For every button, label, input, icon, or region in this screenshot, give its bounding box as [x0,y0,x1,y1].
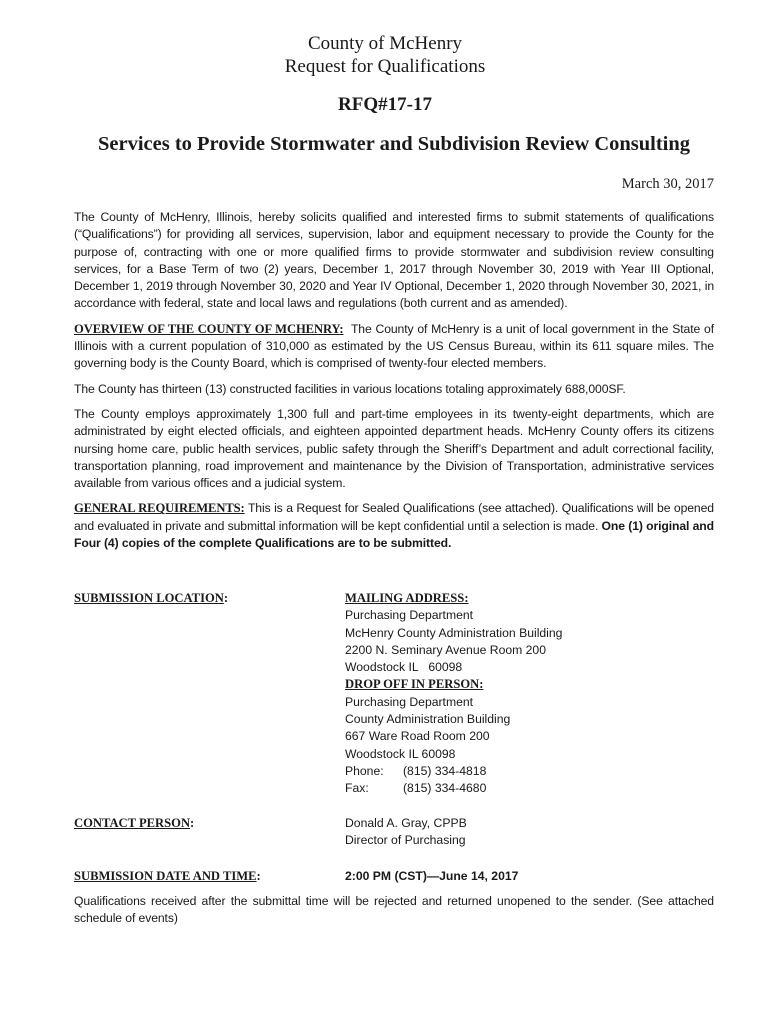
dropoff-line: County Administration Building [345,712,511,727]
mailing-line: McHenry County Administration Building [345,625,563,640]
body-section [74,209,714,560]
mailing-line: 2200 N. Seminary Avenue Room 200 [345,642,546,657]
general-requirements-text: This is a Request for Sealed Qualifications (see attached). Qualifications will be opened and evaluated in private and submittal information will be kept confidential until a selection is made. [74,501,714,533]
intro-paragraph: The County of McHenry, Illinois, hereby solicits qualified and interested firms to submit statements of qualifications (“Qualifications”) for providing all services, supervision, labor and equipment necessary to provide the County for the purpose of, contracting with one or more qualified firms to provide stormwater and subdivision review consulting services, for a Base Term of two (2) years, December 1, 2017 through November 30, 2019 with Year III Optional, December 1, 2019 through November 30, 2020 and Year IV Optional, December 1, 2020 through November 30, 2021, in accordance with federal, state and local laws and regulations (both current and as amended). [74,210,714,311]
dropoff-heading: DROP OFF IN PERSON: [345,677,484,692]
submission-location-label-row: SUBMISSION LOCATION: [74,591,229,605]
submission-address-block [345,590,562,798]
document-title: Services to Provide Stormwater and Subdivision Review Consulting [97,133,691,155]
submission-location-label: SUBMISSION LOCATION [74,591,224,605]
contact-label-row: CONTACT PERSON: [74,816,195,830]
general-requirements-paragraph: GENERAL REQUIREMENTS: This is a Request for Sealed Qualifications (see attached). Qualifications will be opened and evaluated in private and submittal information will be kept confidential until a selection is made. One (1) original and Four (4) copies of the complete Qualifications are to be submitted. [74,501,714,551]
contact-name: Donald A. Gray, CPPB [345,816,467,830]
general-requirements-bold: One (1) original and Four (4) copies of the complete Qualifications are to be submitted. [74,518,714,551]
county-name: County of McHenry [307,33,463,54]
closing-paragraph: Qualifications received after the submittal time will be rejected and returned unopened to the sender. (See attached schedule of events) [74,894,714,926]
overview-heading: OVERVIEW OF THE COUNTY OF MCHENRY [74,321,340,336]
dropoff-line: Purchasing Department [345,694,474,709]
dropoff-line: 667 Ware Road Room 200 [345,729,490,744]
phone-number: (815) 334-4818 [403,763,487,778]
rfq-number: RFQ#17-17 [338,94,432,115]
facilities-paragraph: The County has thirteen (13) constructed facilities in various locations totaling approximately 688,000SF. [74,381,626,396]
overview-text: The County of McHenry is a unit of local government in the State of Illinois with a current population of 310,000 as estimated by the US Census Bureau, within its 611 square miles. The governing body is the County Board, which is comprised of twenty-four elected members. [74,321,714,371]
mailing-address-heading: MAILING ADDRESS: [345,591,469,605]
contact-person-label: CONTACT PERSON [74,816,191,830]
submission-date-value: 2:00 PM (CST)—June 14, 2017 [345,869,519,883]
mailing-line: Purchasing Department [345,608,474,623]
closing-section [74,893,714,936]
fax-line [345,780,562,797]
fax-number: (815) 334-4680 [403,781,487,796]
document-type: Request for Qualifications [284,56,486,77]
contact-block [345,815,467,850]
phone-line [345,763,562,780]
submission-date-label: SUBMISSION DATE AND TIME [74,869,257,883]
general-requirements-heading: GENERAL REQUIREMENTS [74,501,241,516]
overview-paragraph: OVERVIEW OF THE COUNTY OF MCHENRY: The County of McHenry is a unit of local government in the State of Illinois with a current population of 310,000 as estimated by the US Census Bureau, within its 611 square miles. The governing body is the County Board, which is comprised of twenty-four elected members. [74,321,714,371]
employees-paragraph: The County employs approximately 1,300 full and part-time employees in its twenty-eight departments, which are administrated by eight elected officials, and eighteen appointed department heads. McHenry County offers its citizens nursing home care, public health services, public safety through the Sheriff’s Department and adult correctional facility, transportation planning, road improvement and maintenance by the Division of Transportation, administrative services available from various offices and a judicial system. [74,406,714,491]
fax-label: Fax: [345,781,369,796]
document-date: March 30, 2017 [621,176,714,192]
dropoff-line: Woodstock IL 60098 [345,746,456,761]
phone-label: Phone: [345,763,384,778]
contact-title: Director of Purchasing [345,833,466,848]
submission-date-label-row: SUBMISSION DATE AND TIME: [74,869,261,883]
mailing-line: Woodstock IL 60098 [345,660,463,675]
